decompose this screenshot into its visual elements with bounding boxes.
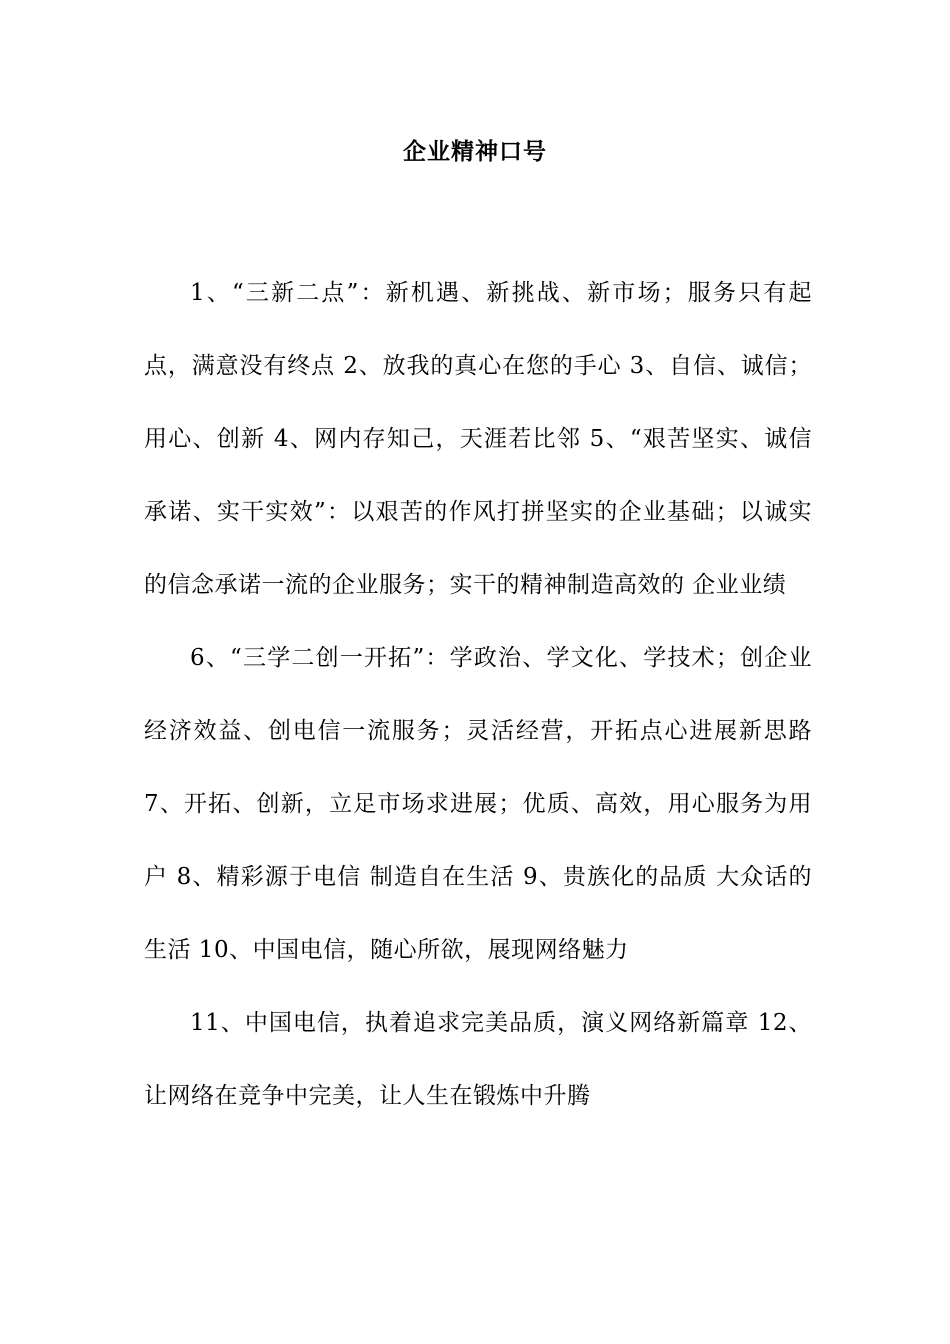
paragraph-1: 1、“三新二点”：新机遇、新挑战、新市场；服务只有起点，满意没有终点 2、放我的真心在您的手心 3、自信、诚信；用心、创新 4、网内存知己，天涯若比邻 5、“艰苦坚实、诚信承诺、实干实效”：以艰苦的作风打拼坚实的企业基础；以诚实的信念承诺一流的企业服务；实干的精神制造高效的 企业业绩 xyxy=(144,280,812,598)
document-body xyxy=(144,257,812,1133)
page-title: 企业精神口号 xyxy=(403,138,547,165)
paragraph-3: 11、中国电信，执着追求完美品质，演义网络新篇章 12、让网络在竞争中完美，让人生在锻炼中升腾 xyxy=(144,1010,812,1109)
paragraph-2: 6、“三学二创一开拓”：学政治、学文化、学技术；创企业经济效益、创电信一流服务；灵活经营，开拓点心进展新思路 7、开拓、创新，立足市场求进展；优质、高效，用心服务为用户 8、精彩源于电信 制造自在生活 9、贵族化的品质 大众话的生活 10、中国电信，随心所欲，展现网络魅力 xyxy=(144,645,812,963)
